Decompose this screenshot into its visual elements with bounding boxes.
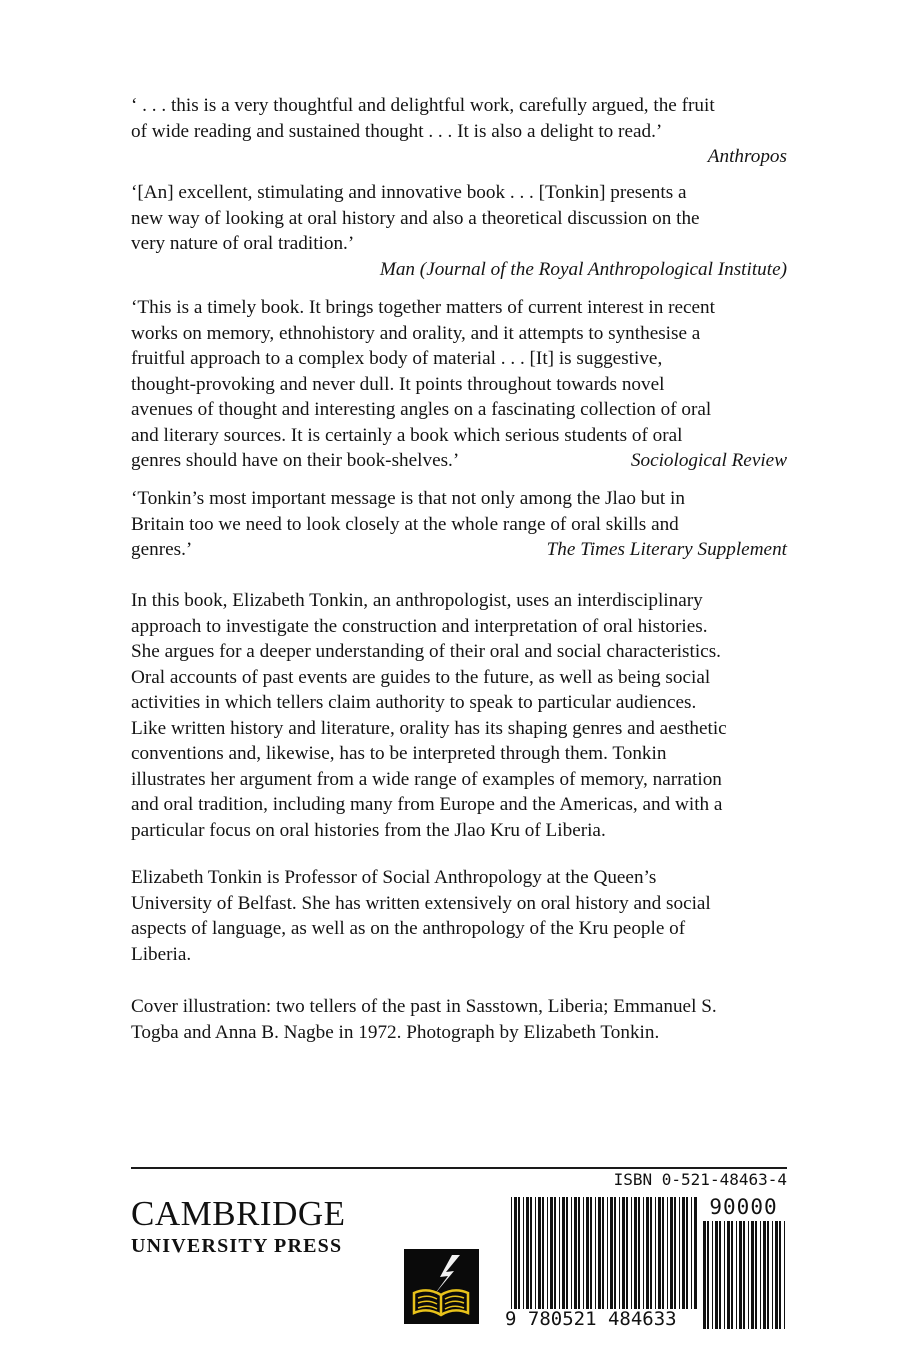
barcode-bar [736, 1221, 737, 1329]
review-line: ‘[An] excellent, stimulating and innovative book . . . [Tonkin] presents a [131, 182, 687, 203]
cover-credit [131, 994, 787, 1045]
barcode-bar [562, 1197, 565, 1309]
description-line: illustrates her argument from a wide range of examples of memory, narration [131, 768, 722, 790]
barcode-bar [751, 1221, 754, 1329]
barcode-bar [715, 1221, 718, 1329]
review-man [131, 180, 787, 282]
review-last-line [131, 448, 787, 474]
publisher-subtitle: UNIVERSITY PRESS [131, 1235, 343, 1257]
barcode-bar [518, 1197, 520, 1309]
barcode-bar [511, 1197, 512, 1309]
barcode-bar [571, 1197, 572, 1309]
barcode-bar [682, 1197, 685, 1309]
barcode-bar [583, 1197, 584, 1309]
barcode-bar [610, 1197, 613, 1309]
review-line: ‘Tonkin’s most important message is that not only among the Jlao but in [131, 488, 685, 509]
barcode-bar [559, 1197, 560, 1309]
barcode-bar [634, 1197, 637, 1309]
publisher-name: CAMBRIDGE [131, 1194, 346, 1233]
barcode-bar [631, 1197, 632, 1309]
review-line: ‘ . . . this is a very thoughtful and delightful work, carefully argued, the fruit [131, 95, 715, 116]
review-line: works on memory, ethnohistory and orality, and it attempts to synthesise a [131, 322, 701, 344]
review-line: genres.’ [131, 539, 193, 560]
review-line: avenues of thought and interesting angles on a fascinating collection of oral [131, 399, 712, 420]
book-description [131, 588, 787, 843]
barcode-bar [667, 1197, 668, 1309]
barcode-bar [658, 1197, 661, 1309]
barcode-bar [619, 1197, 620, 1309]
isbn-label: ISBN 0-521-48463-4 [613, 1170, 787, 1189]
review-source: The Times Literary Supplement [546, 539, 787, 560]
barcode-bar [784, 1221, 785, 1329]
barcode-bar [598, 1197, 601, 1309]
barcode-bar [542, 1197, 544, 1309]
review-last-line [131, 537, 787, 563]
barcode-bar [650, 1197, 652, 1309]
barcode-bar [719, 1221, 721, 1329]
description-line: She argues for a deeper understanding of their oral and social characteristics. [131, 641, 721, 662]
review-source: Man (Journal of the Royal Anthropological Institute) [379, 258, 787, 280]
barcode-bar [686, 1197, 688, 1309]
barcode-bar [767, 1221, 769, 1329]
review-sociological [131, 295, 787, 474]
divider [131, 1167, 787, 1169]
description-line: conventions and, likewise, has to be interpreted through them. Tonkin [131, 743, 667, 764]
review-tls [131, 486, 787, 563]
bio-line: Liberia. [131, 943, 192, 965]
barcode-bar [755, 1221, 757, 1329]
barcode-bar [655, 1197, 656, 1309]
barcode-bar [763, 1221, 766, 1329]
bio-line: aspects of language, as well as on the anthropology of the Kru people of [131, 918, 686, 939]
barcode-bar [674, 1197, 676, 1309]
barcode-bar [646, 1197, 649, 1309]
barcode-bar [743, 1221, 745, 1329]
price-code: 90000 [709, 1195, 778, 1219]
barcode-bar [578, 1197, 580, 1309]
bio-line: University of Belfast. She has written extensively on oral history and social [131, 892, 711, 914]
barcode-digits: 9 780521 484633 [505, 1308, 677, 1330]
review-source: Sociological Review [630, 450, 787, 471]
review-line: of wide reading and sustained thought . . . It is also a delight to read.’ [131, 120, 663, 142]
barcode-bar [779, 1221, 781, 1329]
barcode-bar [566, 1197, 568, 1309]
barcode-bar [602, 1197, 604, 1309]
barcode-bar [731, 1221, 733, 1329]
review-line: ‘This is a timely book. It brings together matters of current interest in recent [131, 297, 715, 318]
review-line: and literary sources. It is certainly a book which serious students of oral [131, 424, 683, 446]
barcode-bar [554, 1197, 556, 1309]
barcode-bar [643, 1197, 644, 1309]
barcode-bar [739, 1221, 742, 1329]
barcode-bar [514, 1197, 517, 1309]
barcode-bar [622, 1197, 625, 1309]
review-line: fruitful approach to a complex body of material . . . [It] is suggestive, [131, 348, 663, 369]
barcode-bar [586, 1197, 589, 1309]
barcode-bar [526, 1197, 529, 1309]
publisher-wordmark [131, 1196, 346, 1258]
barcode-bar [760, 1221, 761, 1329]
barcode-bar [662, 1197, 664, 1309]
review-line: very nature of oral tradition.’ [131, 233, 355, 254]
barcode-bar [691, 1197, 692, 1309]
author-bio [131, 865, 787, 967]
barcode-bar [538, 1197, 541, 1309]
barcode-bar [535, 1197, 536, 1309]
barcode-bar [712, 1221, 713, 1329]
barcode-bar [595, 1197, 596, 1309]
bio-line: Elizabeth Tonkin is Professor of Social Anthropology at the Queen’s [131, 867, 657, 888]
description-line: Oral accounts of past events are guides to the future, as well as being social [131, 666, 711, 688]
barcode-bar [590, 1197, 592, 1309]
barcode-bar [530, 1197, 532, 1309]
description-line: Like written history and literature, orality has its shaping genres and aesthetic [131, 717, 727, 739]
barcode-bar [748, 1221, 749, 1329]
barcode-bar [694, 1197, 697, 1309]
barcode-bar [550, 1197, 553, 1309]
review-line: new way of looking at oral history and also a theoretical discussion on the [131, 207, 700, 229]
barcode-bar [707, 1221, 709, 1329]
review-anthropos [131, 93, 787, 170]
description-line: activities in which tellers claim authority to speak to particular audiences. [131, 692, 697, 713]
review-line: Britain too we need to look closely at the whole range of oral skills and [131, 513, 679, 535]
description-line: In this book, Elizabeth Tonkin, an anthropologist, uses an interdisciplinary [131, 590, 703, 611]
description-line: approach to investigate the construction and interpretation of oral histories. [131, 615, 708, 637]
review-source: Anthropos [707, 146, 787, 167]
barcode-bar [679, 1197, 680, 1309]
review-line: thought-provoking and never dull. It points throughout towards novel [131, 373, 665, 395]
barcode-bar [772, 1221, 773, 1329]
open-book-lightning-icon [404, 1249, 479, 1324]
credit-line: Togba and Anna B. Nagbe in 1972. Photograph by Elizabeth Tonkin. [131, 1021, 660, 1043]
description-line: and oral tradition, including many from Europe and the Americas, and with a [131, 794, 723, 815]
barcode-bar [626, 1197, 628, 1309]
barcode-bar [670, 1197, 673, 1309]
barcode-bar [724, 1221, 725, 1329]
barcode-bar [574, 1197, 577, 1309]
review-line: genres should have on their book-shelves.’ [131, 450, 460, 471]
barcode-bar [547, 1197, 548, 1309]
barcode-bar [775, 1221, 778, 1329]
barcode-bar [727, 1221, 730, 1329]
description-line: particular focus on oral histories from the Jlao Kru of Liberia. [131, 819, 606, 841]
barcode-bar [638, 1197, 640, 1309]
barcode-bar [523, 1197, 524, 1309]
barcode-bar [607, 1197, 608, 1309]
barcode-bar [614, 1197, 616, 1309]
credit-line: Cover illustration: two tellers of the past in Sasstown, Liberia; Emmanuel S. [131, 996, 717, 1017]
